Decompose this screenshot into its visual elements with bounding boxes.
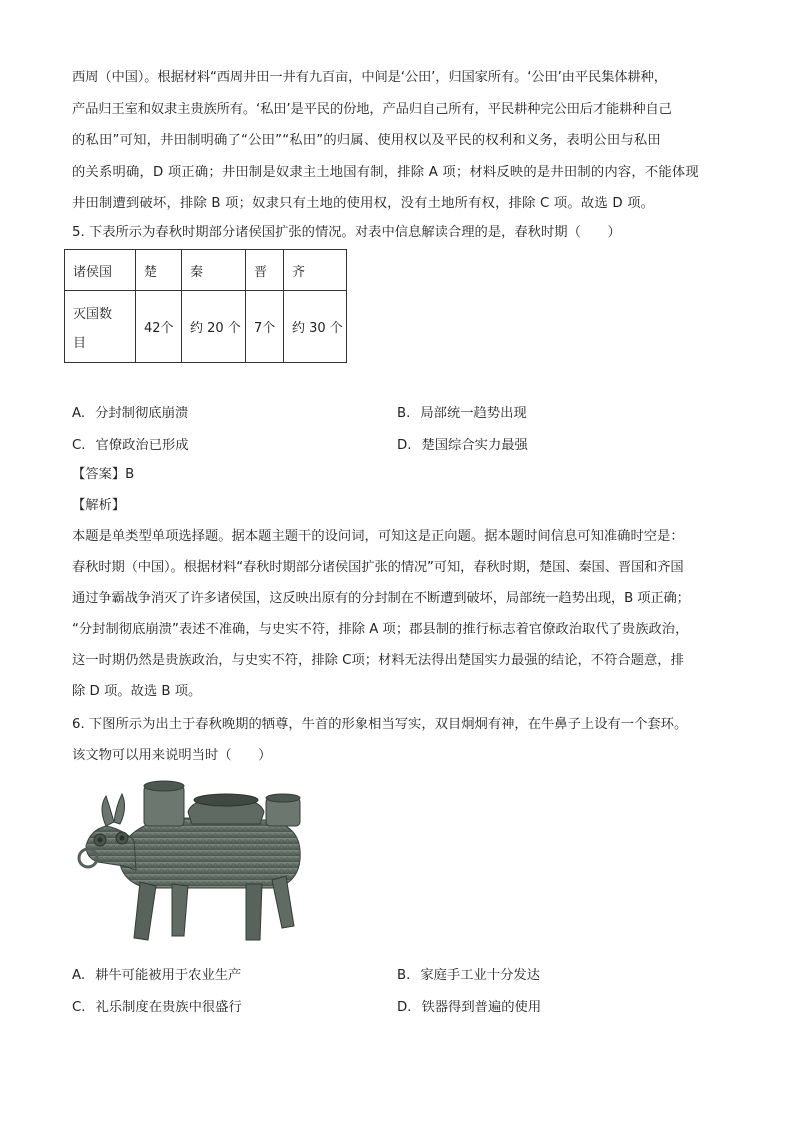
- text-line: “分封制彻底崩溃”表述不准确，与史实不符，排除 A 项；郡县制的推行标志着官僚政治取代了贵族政治，: [72, 622, 689, 637]
- option-text: 家庭手工业十分发达: [420, 968, 541, 983]
- text-line: 通过争霸战争消灭了许多诸侯国，这反映出原有的分封制在不断遭到破坏，局部统一趋势出现，B 项正确；: [72, 591, 690, 606]
- option-text: 铁器得到普遍的使用: [421, 1000, 542, 1015]
- table-cell: 42个: [136, 291, 182, 363]
- analysis-paragraph: [72, 521, 732, 707]
- text-line: 西周（中国）。根据材料“西周井田一井有九百亩，中间是‘公田’，归国家所有。‘公田’由平民集体耕种，: [72, 70, 667, 85]
- option-text: 礼乐制度在贵族中很盛行: [95, 1000, 242, 1015]
- table-cell: 约 30 个: [284, 291, 347, 363]
- option-a[interactable]: [72, 402, 188, 421]
- text-line: 除 D 项。故选 B 项。: [72, 684, 202, 699]
- option-key: B.: [397, 406, 411, 421]
- option-text: 局部统一趋势出现: [420, 406, 527, 421]
- option-d[interactable]: [397, 996, 541, 1015]
- option-c[interactable]: [72, 434, 189, 453]
- question-6-stem: 6. 下图所示为出土于春秋晚期的牺尊，牛首的形象相当写实，双目炯炯有神，在牛鼻子上设有一个套环。: [72, 717, 688, 732]
- option-c[interactable]: [72, 996, 242, 1015]
- option-key: A.: [72, 406, 86, 421]
- text-line: 井田制遭到破坏，排除 B 项；奴隶只有土地的使用权，没有土地所有权，排除 C 项。故选 D 项。: [72, 196, 655, 212]
- table-header-cell: 诸侯国: [65, 250, 136, 291]
- option-key: D.: [397, 1000, 412, 1015]
- table-row-label: [65, 291, 136, 363]
- analysis-label: 【解析】: [72, 498, 126, 513]
- table-header-cell: 齐: [284, 250, 347, 291]
- expansion-table: [64, 249, 347, 363]
- answer-label: 【答案】B: [72, 467, 135, 482]
- option-key: C.: [72, 438, 86, 453]
- text-line: 春秋时期（中国）。根据材料“春秋时期部分诸侯国扩张的情况”可知，春秋时期，楚国、秦国、晋国和齐国: [72, 560, 684, 575]
- question-6-stem-2: 该文物可以用来说明当时（ ）: [72, 748, 272, 763]
- option-key: D.: [397, 438, 412, 453]
- table-cell: 约 20 个: [182, 291, 246, 363]
- option-key: C.: [72, 1000, 86, 1015]
- question-5-stem: 5. 下表所示为春秋时期部分诸侯国扩张的情况。对表中信息解读合理的是，春秋时期（ ）: [72, 225, 621, 240]
- text-line: 的私田”可知，井田制明确了“公田”“私田”的归属、使用权以及平民的权利和义务，表明公田与私田: [72, 133, 661, 149]
- option-text: 官僚政治已形成: [95, 438, 189, 453]
- text-line: 本题是单类型单项选择题。据本题主题干的设问词，可知这是正向题。据本题时间信息可知准确时空是：: [72, 529, 684, 544]
- text-line: 产品归王室和奴隶主贵族所有。‘私田’是平民的份地，产品归自己所有，平民耕种完公田后才能耕种自己: [72, 101, 672, 117]
- option-key: A.: [72, 968, 86, 983]
- row-label-line: 目: [73, 335, 87, 351]
- text-line: 的关系明确，D 项正确；井田制是奴隶主土地国有制，排除 A 项；材料反映的是井田制的内容，不能体现: [72, 164, 699, 180]
- table-cell: 7个: [246, 291, 284, 363]
- text-line: 这一时期仍然是贵族政治，与史实不符，排除 C项；材料无法得出楚国实力最强的结论，不符合题意，排: [72, 653, 684, 668]
- table-header-cell: 楚: [136, 250, 182, 291]
- option-b[interactable]: [397, 402, 527, 421]
- option-text: 楚国综合实力最强: [421, 438, 528, 453]
- bronze-ox-vessel-image: [76, 778, 308, 946]
- table-header-cell: 晋: [246, 250, 284, 291]
- answer-paragraph-4: [72, 62, 724, 220]
- option-key: B.: [397, 968, 411, 983]
- row-label-line: 灭国数: [73, 306, 113, 322]
- option-a[interactable]: [72, 964, 241, 983]
- option-text: 分封制彻底崩溃: [95, 406, 189, 421]
- option-b[interactable]: [397, 964, 540, 983]
- option-d[interactable]: [397, 434, 528, 453]
- option-text: 耕牛可能被用于农业生产: [95, 968, 242, 983]
- table-header-cell: 秦: [182, 250, 246, 291]
